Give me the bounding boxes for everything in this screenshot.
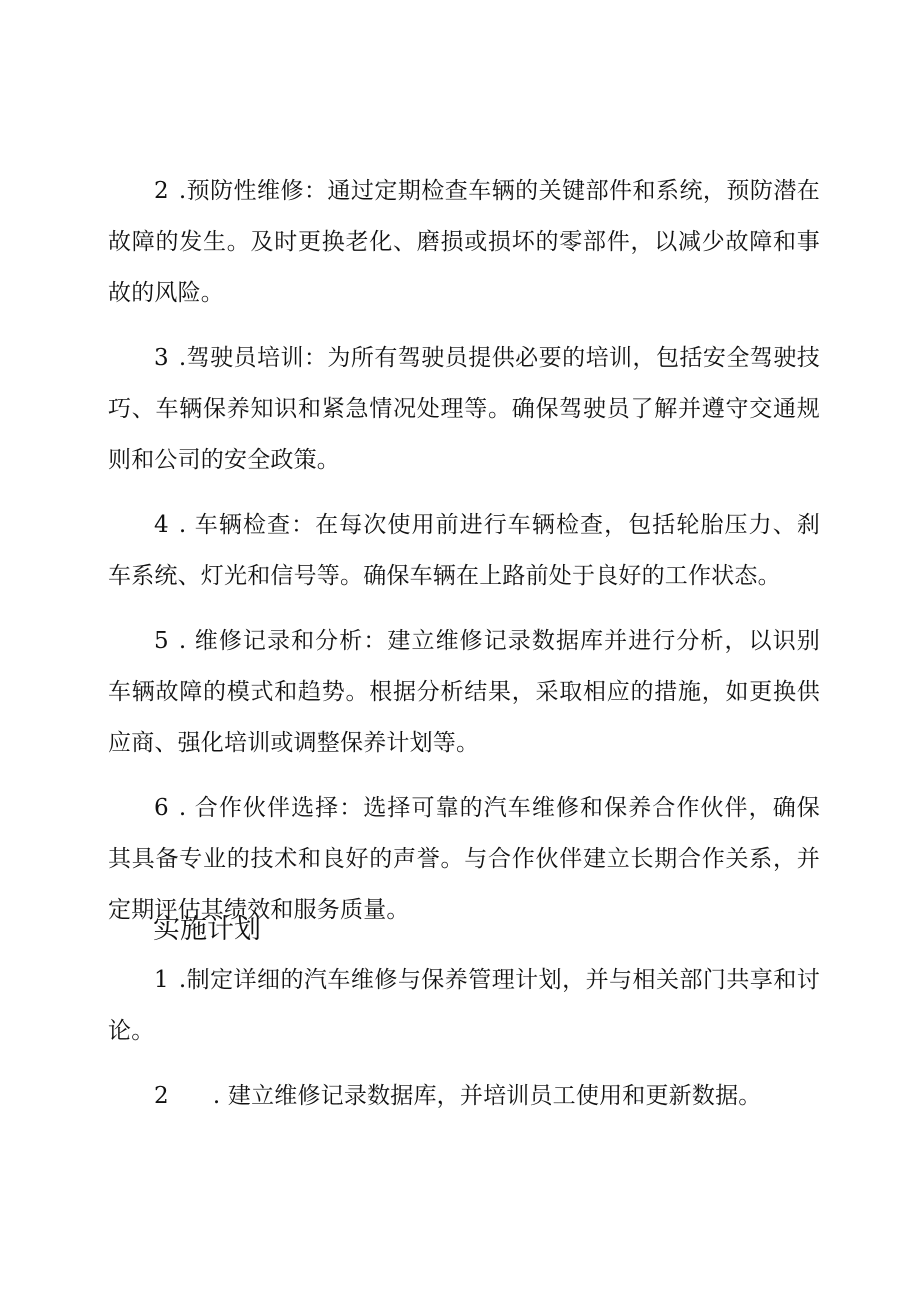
list-item-text: . 车辆检查：在每次使用前进行车辆检查，包括轮胎压力、刹车系统、灯光和信号等。确保车辆在上路前处于良好的工作状态。 — [108, 512, 820, 589]
list-item-text: . 建立维修记录数据库，并培训员工使用和更新数据。 — [212, 1083, 762, 1109]
list-item — [108, 616, 820, 769]
list-item-text: . 合作伙伴选择：选择可靠的汽车维修和保养合作伙伴，确保其具备专业的技术和良好的声誉。与合作伙伴建立长期合作关系，并定期评估其绩效和服务质量。 — [108, 795, 820, 923]
list-item — [108, 955, 820, 1057]
implementation-plan-list — [108, 955, 820, 1136]
list-item-number: 2 — [154, 1083, 169, 1109]
measures-list — [108, 166, 820, 950]
list-item — [108, 333, 820, 486]
list-item — [108, 500, 820, 602]
list-item-number: 2 — [154, 178, 169, 204]
section-heading: 实施计划 — [153, 914, 261, 945]
list-item — [108, 1071, 820, 1122]
list-item-number: 3 — [154, 345, 169, 371]
list-item — [108, 166, 820, 319]
list-item-text: . 维修记录和分析：建立维修记录数据库并进行分析，以识别车辆故障的模式和趋势。根据分析结果，采取相应的措施，如更换供应商、强化培训或调整保养计划等。 — [108, 628, 820, 756]
list-item-number: 5 — [154, 628, 169, 654]
list-item-number: 6 — [154, 795, 169, 821]
list-item-number: 1 — [154, 967, 169, 993]
list-item-number: 4 — [154, 512, 169, 538]
list-item-text: .预防性维修：通过定期检查车辆的关键部件和系统，预防潜在故障的发生。及时更换老化、磨损或损坏的零部件，以减少故障和事故的风险。 — [108, 178, 820, 306]
list-item-text: .驾驶员培训：为所有驾驶员提供必要的培训，包括安全驾驶技巧、车辆保养知识和紧急情况处理等。确保驾驶员了解并遵守交通规则和公司的安全政策。 — [108, 345, 820, 473]
list-item-text: .制定详细的汽车维修与保养管理计划，并与相关部门共享和讨论。 — [108, 967, 820, 1044]
